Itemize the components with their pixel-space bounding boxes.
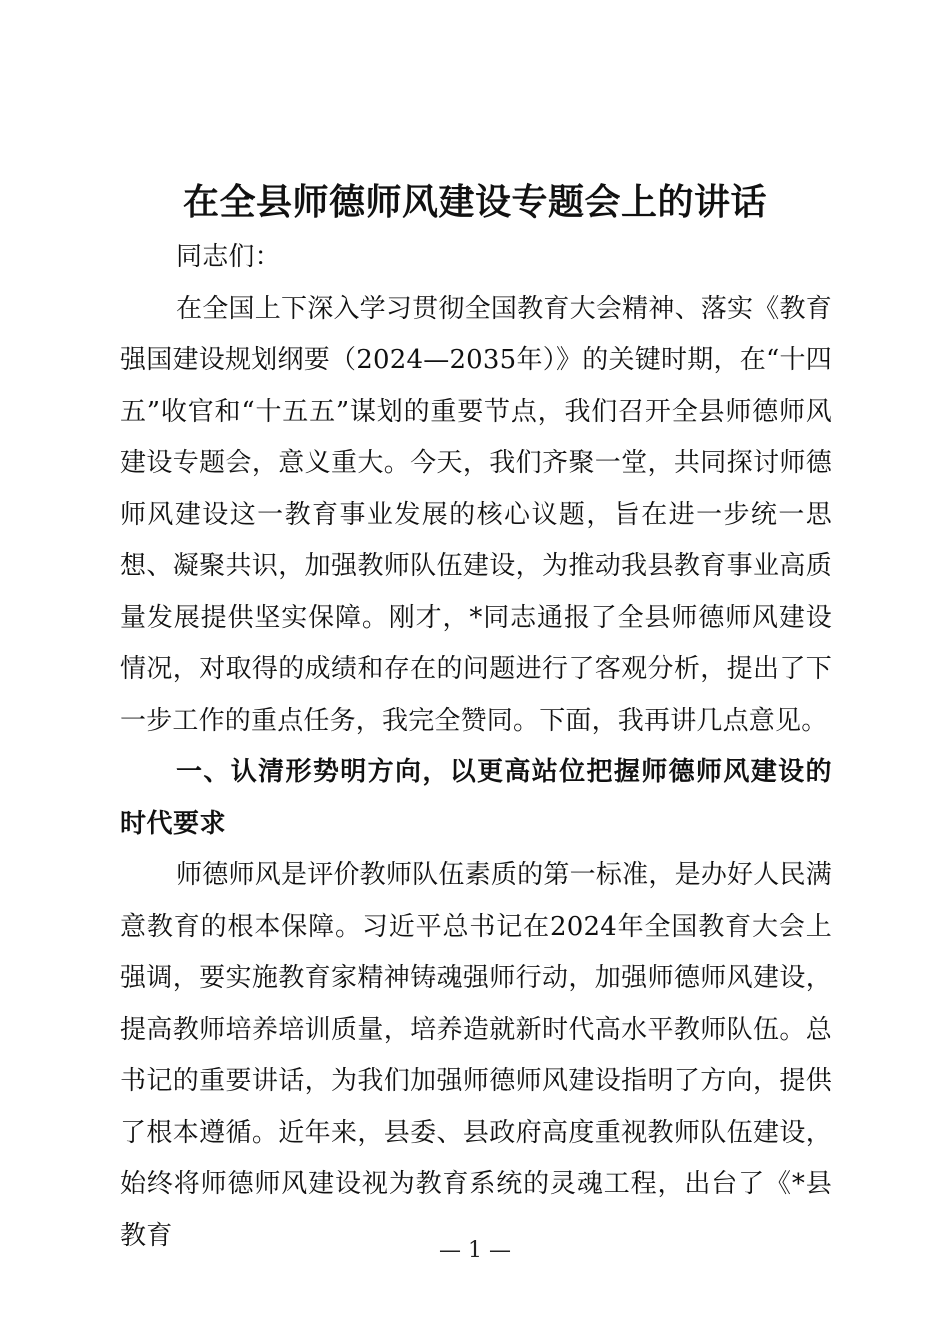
body-paragraph: 师德师风是评价教师队伍素质的第一标准，是办好人民满意教育的根本保障。习近平总书记在2024年全国教育大会上强调，要实施教育家精神铸魂强师行动，加强师德师风建设，提高教师培养培训质量，培养造就新时代高水平教师队伍。总书记的重要讲话，为我们加强师德师风建设指明了方向，提供了根本遵循。近年来，县委、县政府高度重视教师队伍建设，始终将师德师风建设视为教育系统的灵魂工程，出台了《*县教育	[120, 860, 832, 1251]
section-heading: 一、认清形势明方向，以更高站位把握师德师风建设的时代要求	[120, 757, 832, 839]
document-title: 在全县师德师风建设专题会上的讲话	[182, 181, 767, 223]
salutation: 同志们：	[176, 242, 281, 272]
document-body	[120, 232, 832, 1262]
page-number: — 1 —	[439, 1238, 511, 1263]
body-paragraph: 在全国上下深入学习贯彻全国教育大会精神、落实《教育强国建设规划纲要（2024—2035年）》的关键时期，在“十四五”收官和“十五五”谋划的重要节点，我们召开全县师德师风建设专题会，意义重大。今天，我们齐聚一堂，共同探讨师德师风建设这一教育事业发展的核心议题，旨在进一步统一思想、凝聚共识，加强教师队伍建设，为推动我县教育事业高质量发展提供坚实保障。刚才，*同志通报了全县师德师风建设情况，对取得的成绩和存在的问题进行了客观分析，提出了下一步工作的重点任务，我完全赞同。下面，我再讲几点意见。	[120, 293, 832, 736]
